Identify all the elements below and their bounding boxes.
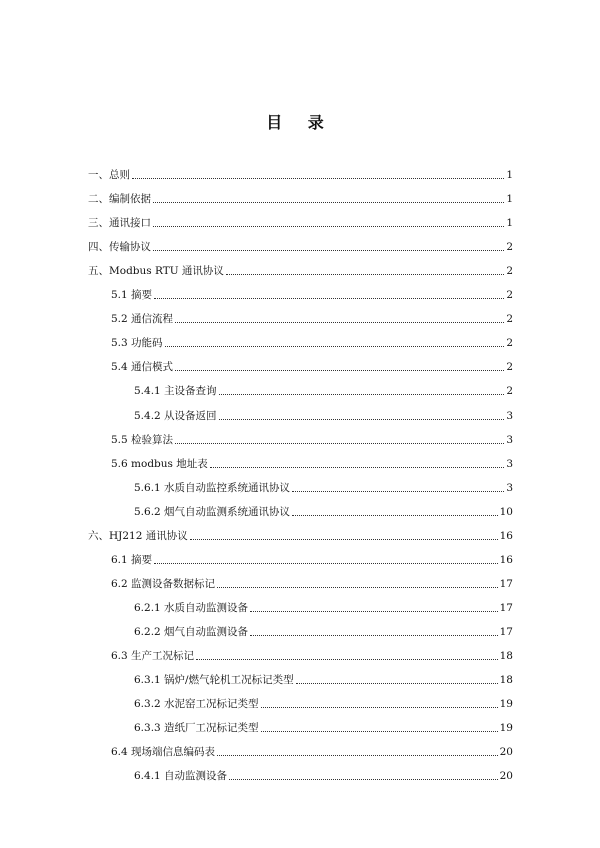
toc-entry-label: 6.3.1 锅炉/燃气轮机工况标记类型 bbox=[134, 674, 294, 686]
toc-entry[interactable] bbox=[134, 405, 513, 423]
toc-entry[interactable] bbox=[111, 549, 513, 567]
dot-leader bbox=[196, 659, 498, 660]
dot-leader bbox=[154, 298, 504, 299]
toc-entry-page-number: 3 bbox=[506, 434, 513, 446]
dot-leader bbox=[175, 370, 504, 371]
toc-entry-label: 5.5 检验算法 bbox=[111, 434, 174, 446]
toc-entry-label: 二、编制依据 bbox=[88, 193, 151, 205]
toc-entry-label: 5.2 通信流程 bbox=[111, 313, 174, 325]
toc-entry[interactable] bbox=[88, 525, 513, 543]
toc-entry-page-number: 2 bbox=[506, 289, 513, 301]
dot-leader bbox=[261, 731, 498, 732]
toc-entry-page-number: 2 bbox=[506, 313, 513, 325]
toc-entry-label: 5.4 通信模式 bbox=[111, 361, 174, 373]
toc-entry-page-number: 2 bbox=[506, 361, 513, 373]
dot-leader bbox=[153, 226, 504, 227]
toc-entry-page-number: 20 bbox=[499, 770, 513, 782]
toc-title: 目 录 bbox=[266, 113, 334, 132]
toc-entry[interactable] bbox=[88, 212, 513, 230]
toc-entry-label: 5.6 modbus 地址表 bbox=[111, 458, 208, 470]
toc-entry-label: 三、通讯接口 bbox=[88, 217, 151, 229]
toc-entry[interactable] bbox=[134, 717, 513, 735]
toc-entry-label: 6.1 摘要 bbox=[111, 554, 153, 566]
toc-entry[interactable] bbox=[88, 260, 513, 278]
toc-entry-page-number: 2 bbox=[506, 265, 513, 277]
dot-leader bbox=[250, 635, 498, 636]
toc-entry-page-number: 17 bbox=[499, 602, 513, 614]
toc-entry-label: 5.6.2 烟气自动监测系统通讯协议 bbox=[134, 506, 291, 518]
dot-leader bbox=[219, 419, 505, 420]
toc-entry-label: 6.2.1 水质自动监测设备 bbox=[134, 602, 249, 614]
toc-entry-label: 5.3 功能码 bbox=[111, 337, 163, 349]
toc-entry-page-number: 18 bbox=[499, 674, 513, 686]
toc-entry[interactable] bbox=[111, 573, 513, 591]
toc-entry[interactable] bbox=[111, 645, 513, 663]
toc-entry-label: 四、传输协议 bbox=[88, 241, 151, 253]
dot-leader bbox=[261, 707, 498, 708]
dot-leader bbox=[250, 611, 498, 612]
dot-leader bbox=[153, 250, 504, 251]
toc-entry-page-number: 2 bbox=[506, 385, 513, 397]
dot-leader bbox=[154, 563, 498, 564]
toc-entry-page-number: 2 bbox=[506, 337, 513, 349]
toc-entry-label: 6.3.2 水泥窑工况标记类型 bbox=[134, 698, 259, 710]
toc-entry[interactable] bbox=[134, 501, 513, 519]
toc-entry[interactable] bbox=[134, 765, 513, 783]
toc-entry-label: 6.2.2 烟气自动监测设备 bbox=[134, 626, 249, 638]
toc-entry-page-number: 1 bbox=[506, 217, 513, 229]
dot-leader bbox=[132, 178, 504, 179]
toc-entry-page-number: 20 bbox=[499, 746, 513, 758]
toc-entry-page-number: 17 bbox=[499, 578, 513, 590]
toc-entry[interactable] bbox=[134, 597, 513, 615]
dot-leader bbox=[217, 755, 498, 756]
toc-entry-label: 五、Modbus RTU 通讯协议 bbox=[88, 265, 224, 277]
toc-entry-page-number: 19 bbox=[499, 698, 513, 710]
dot-leader bbox=[296, 683, 498, 684]
toc-entry-label: 6.3 生产工况标记 bbox=[111, 650, 195, 662]
toc-entry-label: 6.4.1 自动监测设备 bbox=[134, 770, 228, 782]
toc-entry[interactable] bbox=[134, 380, 513, 398]
dot-leader bbox=[210, 467, 505, 468]
toc-entry-label: 6.4 现场端信息编码表 bbox=[111, 746, 216, 758]
dot-leader bbox=[219, 394, 505, 395]
toc-entry[interactable] bbox=[88, 164, 513, 182]
dot-leader bbox=[217, 587, 498, 588]
toc-entry-page-number: 3 bbox=[506, 458, 513, 470]
toc-entry-label: 6.2 监测设备数据标记 bbox=[111, 578, 216, 590]
toc-entry-label: 一、总则 bbox=[88, 169, 130, 181]
toc-entry[interactable] bbox=[111, 284, 513, 302]
toc-entry-label: 5.6.1 水质自动监控系统通讯协议 bbox=[134, 482, 291, 494]
toc-entry-label: 六、HJ212 通讯协议 bbox=[88, 530, 188, 542]
toc-entry-page-number: 2 bbox=[506, 241, 513, 253]
dot-leader bbox=[292, 491, 504, 492]
toc-entry[interactable] bbox=[111, 332, 513, 350]
toc-entry[interactable] bbox=[111, 356, 513, 374]
toc-entry-page-number: 16 bbox=[499, 554, 513, 566]
toc-entry-label: 5.4.2 从设备返回 bbox=[134, 410, 217, 422]
toc-entry-label: 5.1 摘要 bbox=[111, 289, 153, 301]
toc-entry[interactable] bbox=[134, 477, 513, 495]
dot-leader bbox=[226, 274, 504, 275]
toc-entry-page-number: 1 bbox=[506, 169, 513, 181]
toc-entry-page-number: 3 bbox=[506, 482, 513, 494]
dot-leader bbox=[292, 515, 498, 516]
toc-entry-label: 6.3.3 造纸厂工况标记类型 bbox=[134, 722, 259, 734]
toc-entry[interactable] bbox=[134, 669, 513, 687]
dot-leader bbox=[165, 346, 505, 347]
toc-entry-page-number: 16 bbox=[499, 530, 513, 542]
toc-entry[interactable] bbox=[111, 308, 513, 326]
dot-leader bbox=[153, 202, 504, 203]
toc-entry[interactable] bbox=[88, 188, 513, 206]
toc-entry[interactable] bbox=[111, 429, 513, 447]
toc-entry[interactable] bbox=[111, 453, 513, 471]
toc-entry-page-number: 3 bbox=[506, 410, 513, 422]
toc-entry-label: 5.4.1 主设备查询 bbox=[134, 385, 217, 397]
toc-entry[interactable] bbox=[111, 741, 513, 759]
toc-entry-page-number: 19 bbox=[499, 722, 513, 734]
toc-entry-page-number: 17 bbox=[499, 626, 513, 638]
toc-entry-page-number: 1 bbox=[506, 193, 513, 205]
dot-leader bbox=[229, 779, 498, 780]
dot-leader bbox=[190, 539, 498, 540]
toc-entry-page-number: 18 bbox=[499, 650, 513, 662]
toc-entry[interactable] bbox=[134, 693, 513, 711]
dot-leader bbox=[175, 443, 504, 444]
toc-entry[interactable] bbox=[88, 236, 513, 254]
dot-leader bbox=[175, 322, 504, 323]
toc-entry[interactable] bbox=[134, 621, 513, 639]
toc-entry-page-number: 10 bbox=[499, 506, 513, 518]
